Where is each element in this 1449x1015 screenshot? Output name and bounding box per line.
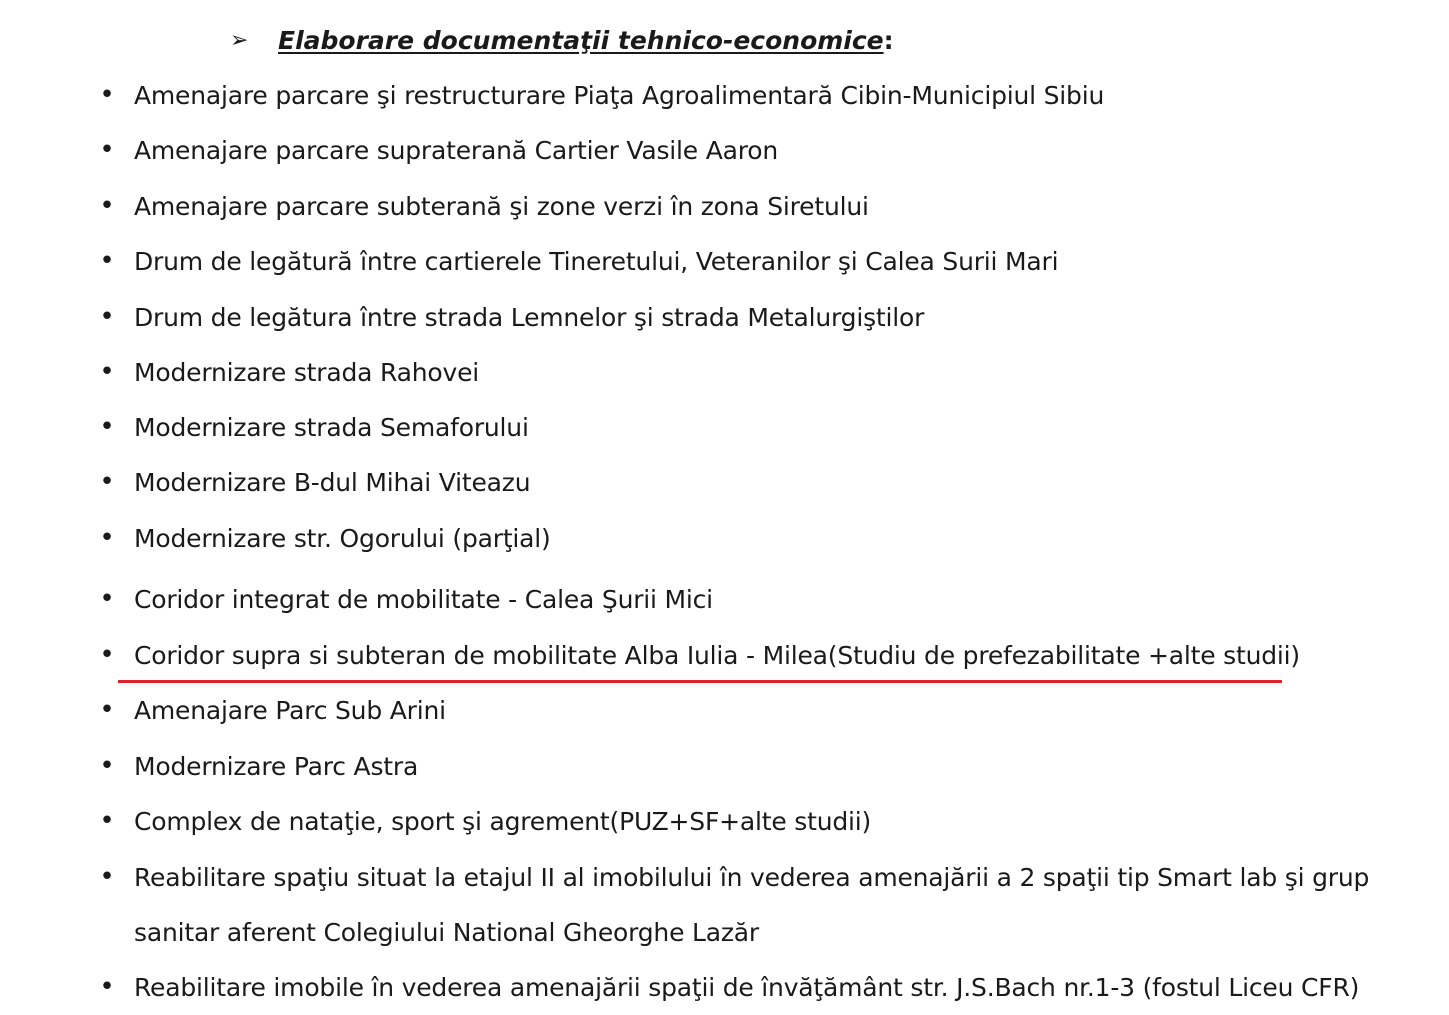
section-heading	[230, 20, 894, 60]
bullet-icon: •	[99, 467, 115, 497]
list-item-text: Modernizare strada Rahovei	[134, 358, 480, 387]
list-item-text: Modernizare B-dul Mihai Viteazu	[134, 468, 531, 497]
list-item	[80, 794, 1440, 849]
section-heading-text: Elaborare documentaţii tehnico-economice	[278, 25, 884, 55]
list-item	[80, 455, 1440, 510]
list-item-text: Modernizare strada Semaforului	[134, 413, 529, 442]
list-item-text: Reabilitare imobile în vederea amenajării spaţii de învăţământ str. J.S.Bach nr.1-3 (fostul Liceu CFR)	[134, 973, 1360, 1002]
section-heading-colon: :	[883, 25, 894, 55]
list-item	[80, 850, 1440, 960]
list-item-text: Drum de legătura între strada Lemnelor şi strada Metalurgiştilor	[134, 303, 925, 332]
list-item	[80, 123, 1440, 178]
list-item	[80, 234, 1440, 289]
list-item-text: Amenajare Parc Sub Arini	[134, 696, 446, 725]
list-item-text: Amenajare parcare supraterană Cartier Vasile Aaron	[134, 136, 779, 165]
bullet-icon: •	[99, 806, 115, 836]
bullet-icon: •	[99, 191, 115, 221]
bullet-icon: •	[99, 412, 115, 442]
list-item-text: Coridor supra si subteran de mobilitate Alba Iulia - Milea(Studiu de prefezabilitate +alte studii)	[134, 641, 1300, 670]
bullet-icon: •	[99, 862, 115, 892]
bullet-icon: •	[99, 302, 115, 332]
list-item	[80, 68, 1440, 123]
list-item-text: Drum de legătură între cartierele Tineretului, Veteranilor şi Calea Surii Mari	[134, 247, 1059, 276]
list-item-text: Modernizare str. Ogorului (parţial)	[134, 524, 551, 553]
bullet-icon: •	[99, 640, 115, 670]
list-item	[80, 345, 1440, 400]
list-item	[80, 572, 1440, 627]
list-item	[80, 511, 1440, 566]
list-item	[80, 960, 1440, 1015]
list-item-highlighted	[80, 628, 1440, 683]
list-item	[80, 400, 1440, 455]
list-item-text: Reabilitare spaţiu situat la etajul II al imobilului în vederea amenajării a 2 spaţii tip Smart lab şi grup sanitar aferent Colegiului National Gheorghe Lazăr	[134, 863, 1370, 947]
list-item-text: Amenajare parcare subterană şi zone verzi în zona Siretului	[134, 192, 869, 221]
bullet-icon: •	[99, 246, 115, 276]
list-item	[80, 179, 1440, 234]
bullet-icon: •	[99, 80, 115, 110]
arrow-bullet-icon: ➢	[230, 27, 249, 53]
bullet-icon: •	[99, 584, 115, 614]
list-item-text: Coridor integrat de mobilitate - Calea Şurii Mici	[134, 585, 713, 614]
bullet-icon: •	[99, 357, 115, 387]
bullet-icon: •	[99, 751, 115, 781]
list-item-text: Complex de nataţie, sport şi agrement(PUZ+SF+alte studii)	[134, 807, 872, 836]
list-item	[80, 683, 1440, 738]
bullet-icon: •	[99, 135, 115, 165]
bullet-icon: •	[99, 523, 115, 553]
bullet-icon: •	[99, 695, 115, 725]
list-item	[80, 290, 1440, 345]
list-item-text: Modernizare Parc Astra	[134, 752, 419, 781]
list-item	[80, 739, 1440, 794]
bullet-icon: •	[99, 972, 115, 1002]
list-item-text: Amenajare parcare şi restructurare Piaţa Agroalimentară Cibin-Municipiul Sibiu	[134, 81, 1105, 110]
